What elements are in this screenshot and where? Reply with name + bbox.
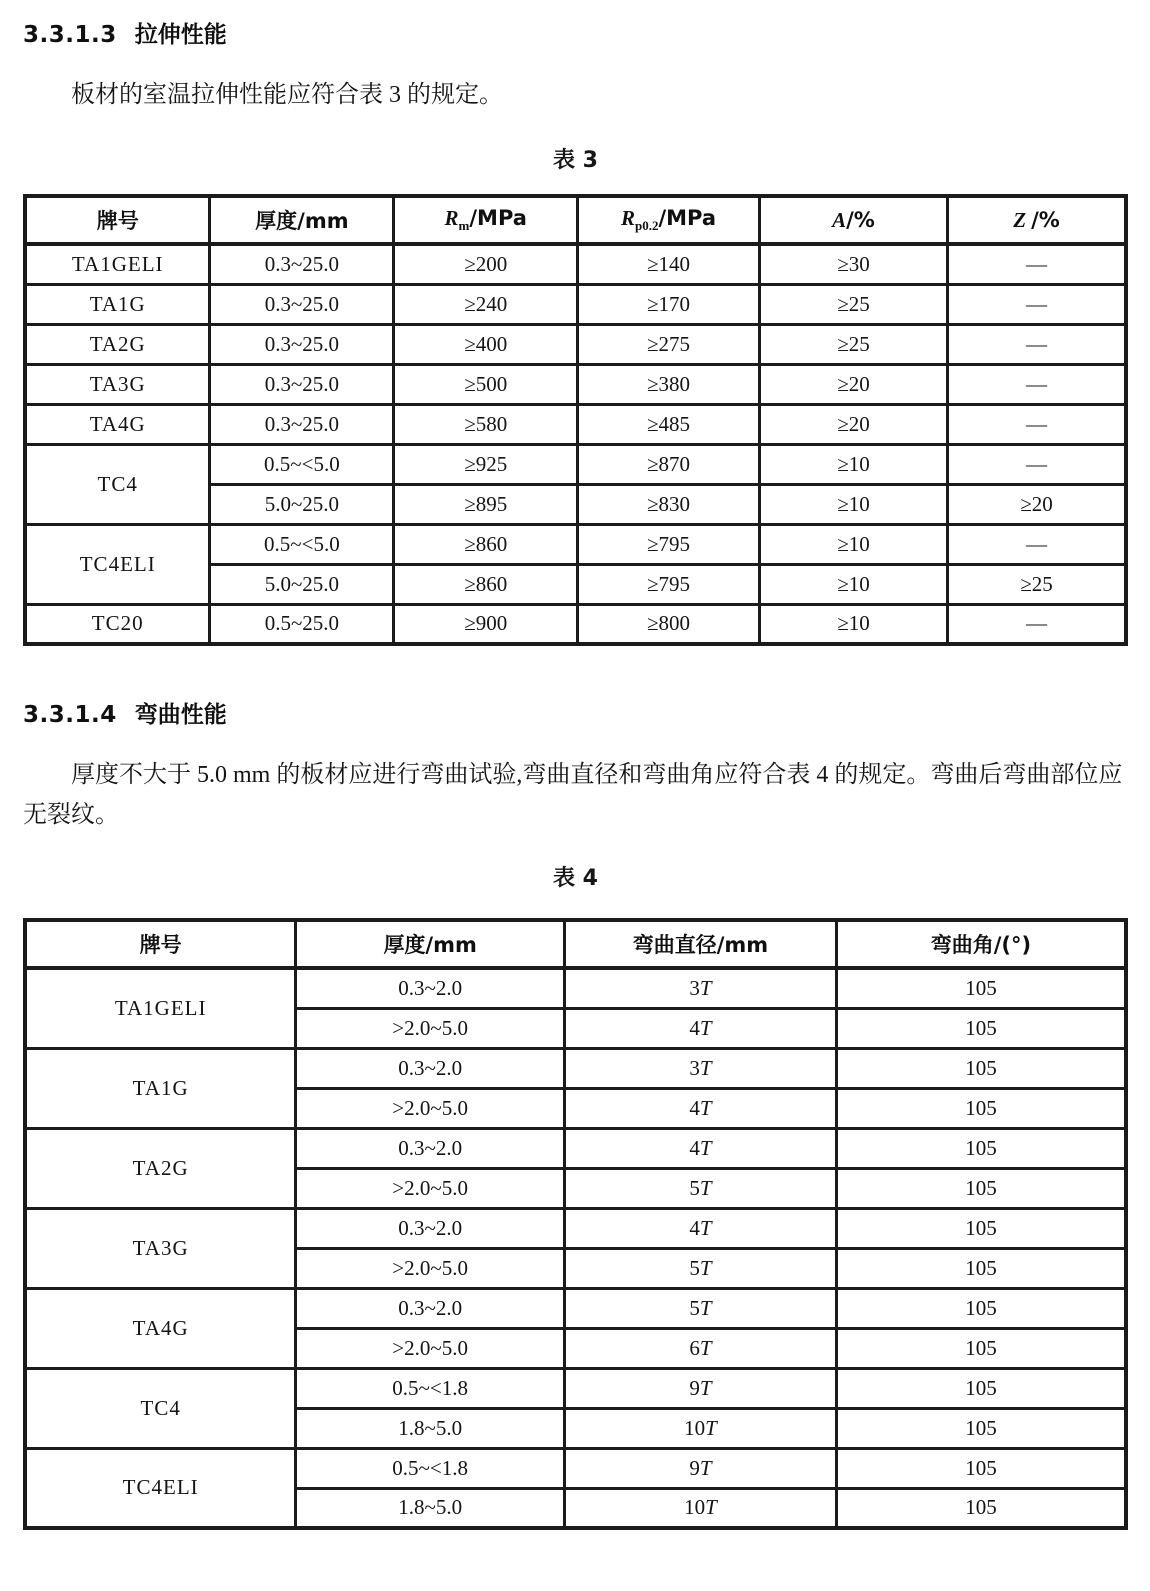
yield-strength-cell: ≥870 bbox=[578, 444, 760, 484]
bend-diameter-cell bbox=[564, 1408, 836, 1448]
table3-header-reduction bbox=[948, 196, 1126, 244]
table3-header-grade: 牌号 bbox=[25, 196, 210, 244]
thickness-cell: 0.3~25.0 bbox=[210, 284, 394, 324]
rp02-unit: /MPa bbox=[658, 205, 717, 230]
elongation-cell: ≥10 bbox=[759, 484, 947, 524]
table3-row bbox=[25, 364, 1126, 404]
section-tensile-number: 3.3.1.3 bbox=[23, 22, 117, 48]
bend-diameter-cell bbox=[564, 1448, 836, 1488]
elongation-cell: ≥25 bbox=[759, 324, 947, 364]
bend-diameter-cell bbox=[564, 1088, 836, 1128]
table4-header-bend-diameter: 弯曲直径/mm bbox=[564, 920, 836, 968]
grade-cell: TC4ELI bbox=[25, 1448, 296, 1528]
bend-diameter-T: T bbox=[699, 1375, 712, 1400]
bend-diameter-number: 10 bbox=[684, 1415, 706, 1440]
bend-diameter-number: 5 bbox=[689, 1295, 700, 1320]
table3-row bbox=[25, 444, 1126, 484]
bend-angle-cell: 105 bbox=[836, 968, 1126, 1008]
table3-header-rp02 bbox=[578, 196, 760, 244]
section-bend-heading bbox=[23, 696, 1128, 729]
elongation-cell: ≥25 bbox=[759, 284, 947, 324]
bend-diameter-cell bbox=[564, 1128, 836, 1168]
bend-angle-cell: 105 bbox=[836, 1288, 1126, 1328]
bend-diameter-T: T bbox=[699, 1335, 712, 1360]
bend-diameter-T: T bbox=[699, 1255, 712, 1280]
table4-row bbox=[25, 1288, 1126, 1328]
grade-cell: TC4ELI bbox=[25, 524, 210, 604]
thickness-cell: 5.0~25.0 bbox=[210, 484, 394, 524]
grade-cell: TA1GELI bbox=[25, 244, 210, 284]
elongation-cell: ≥20 bbox=[759, 364, 947, 404]
bend-diameter-cell bbox=[564, 1048, 836, 1088]
bend-angle-cell: 105 bbox=[836, 1208, 1126, 1248]
grade-cell: TA1GELI bbox=[25, 968, 296, 1048]
tensile-strength-cell: ≥895 bbox=[394, 484, 578, 524]
bend-diameter-number: 9 bbox=[689, 1455, 700, 1480]
bend-diameter-T: T bbox=[699, 1095, 712, 1120]
thickness-cell: 0.3~25.0 bbox=[210, 404, 394, 444]
bend-diameter-T: T bbox=[699, 1455, 712, 1480]
thickness-cell: >2.0~5.0 bbox=[296, 1328, 565, 1368]
table4-row bbox=[25, 1448, 1126, 1488]
table3-caption: 表 3 bbox=[553, 148, 598, 173]
bend-angle-cell: 105 bbox=[836, 1048, 1126, 1088]
table3-row bbox=[25, 524, 1126, 564]
thickness-cell: 0.3~25.0 bbox=[210, 364, 394, 404]
table3-header-elongation bbox=[759, 196, 947, 244]
tensile-strength-cell: ≥860 bbox=[394, 524, 578, 564]
table4-row bbox=[25, 1208, 1126, 1248]
table3-row bbox=[25, 244, 1126, 284]
bend-angle-cell: 105 bbox=[836, 1448, 1126, 1488]
grade-cell: TA2G bbox=[25, 324, 210, 364]
bend-diameter-cell bbox=[564, 1368, 836, 1408]
thickness-cell: 0.3~25.0 bbox=[210, 324, 394, 364]
reduction-of-area-cell: — bbox=[948, 404, 1126, 444]
bend-diameter-T: T bbox=[699, 1215, 712, 1240]
bend-diameter-cell bbox=[564, 1008, 836, 1048]
table3-header-row bbox=[25, 196, 1126, 244]
thickness-cell: 0.3~2.0 bbox=[296, 1128, 565, 1168]
reduction-of-area-cell: — bbox=[948, 284, 1126, 324]
bend-diameter-T: T bbox=[699, 1175, 712, 1200]
yield-strength-cell: ≥795 bbox=[578, 564, 760, 604]
bend-angle-cell: 105 bbox=[836, 1368, 1126, 1408]
grade-cell: TA3G bbox=[25, 364, 210, 404]
table3-row bbox=[25, 284, 1126, 324]
tensile-strength-cell: ≥580 bbox=[394, 404, 578, 444]
thickness-cell: 0.3~2.0 bbox=[296, 968, 565, 1008]
bend-angle-cell: 105 bbox=[836, 1408, 1126, 1448]
bend-diameter-number: 5 bbox=[689, 1255, 700, 1280]
bend-diameter-cell bbox=[564, 1288, 836, 1328]
table3-row bbox=[25, 324, 1126, 364]
table4-header bbox=[25, 920, 1126, 968]
tensile-strength-cell: ≥925 bbox=[394, 444, 578, 484]
table4-row bbox=[25, 1368, 1126, 1408]
reduction-of-area-cell: — bbox=[948, 524, 1126, 564]
bend-diameter-number: 4 bbox=[689, 1095, 700, 1120]
tensile-strength-cell: ≥400 bbox=[394, 324, 578, 364]
bend-diameter-cell bbox=[564, 1328, 836, 1368]
reduction-of-area-cell: — bbox=[948, 444, 1126, 484]
reduction-of-area-cell: — bbox=[948, 364, 1126, 404]
thickness-cell: >2.0~5.0 bbox=[296, 1008, 565, 1048]
yield-strength-cell: ≥830 bbox=[578, 484, 760, 524]
thickness-cell: 0.5~25.0 bbox=[210, 604, 394, 644]
table3-header bbox=[25, 196, 1126, 244]
thickness-cell: 0.3~2.0 bbox=[296, 1288, 565, 1328]
yield-strength-cell: ≥485 bbox=[578, 404, 760, 444]
grade-cell: TA1G bbox=[25, 1048, 296, 1128]
grade-cell: TA3G bbox=[25, 1208, 296, 1288]
grade-cell: TA1G bbox=[25, 284, 210, 324]
table4-row bbox=[25, 1048, 1126, 1088]
yield-strength-cell: ≥275 bbox=[578, 324, 760, 364]
section-tensile-heading bbox=[23, 16, 1128, 49]
section-tensile-title: 拉伸性能 bbox=[134, 22, 227, 48]
thickness-cell: 0.3~25.0 bbox=[210, 244, 394, 284]
thickness-cell: 0.3~2.0 bbox=[296, 1048, 565, 1088]
table4-header-bend-angle: 弯曲角/(°) bbox=[836, 920, 1126, 968]
bend-diameter-number: 10 bbox=[684, 1495, 706, 1520]
table4-caption: 表 4 bbox=[553, 866, 598, 891]
bend-angle-cell: 105 bbox=[836, 1008, 1126, 1048]
bend-diameter-number: 9 bbox=[689, 1375, 700, 1400]
table4-header-grade: 牌号 bbox=[25, 920, 296, 968]
tensile-strength-cell: ≥860 bbox=[394, 564, 578, 604]
reduction-of-area-cell: — bbox=[948, 244, 1126, 284]
thickness-cell: 0.5~<1.8 bbox=[296, 1368, 565, 1408]
grade-cell: TC20 bbox=[25, 604, 210, 644]
rp02-symbol: R bbox=[620, 205, 635, 230]
bend-angle-cell: 105 bbox=[836, 1488, 1126, 1528]
elongation-cell: ≥10 bbox=[759, 604, 947, 644]
table-4-bend-properties bbox=[23, 918, 1128, 1530]
table3-header-rm bbox=[394, 196, 578, 244]
section-bend-number: 3.3.1.4 bbox=[23, 702, 117, 728]
yield-strength-cell: ≥380 bbox=[578, 364, 760, 404]
thickness-cell: 0.5~<5.0 bbox=[210, 444, 394, 484]
rm-unit: /MPa bbox=[469, 205, 527, 230]
table3-row bbox=[25, 404, 1126, 444]
yield-strength-cell: ≥170 bbox=[578, 284, 760, 324]
grade-cell: TA2G bbox=[25, 1128, 296, 1208]
table4-header-thickness: 厚度/mm bbox=[296, 920, 565, 968]
z-unit: /% bbox=[1031, 207, 1060, 232]
reduction-of-area-cell: ≥20 bbox=[948, 484, 1126, 524]
bend-angle-cell: 105 bbox=[836, 1088, 1126, 1128]
rm-subscript: m bbox=[458, 218, 470, 234]
bend-diameter-cell bbox=[564, 1248, 836, 1288]
elongation-cell: ≥10 bbox=[759, 524, 947, 564]
bend-diameter-T: T bbox=[699, 1295, 712, 1320]
bend-diameter-number: 3 bbox=[689, 1055, 700, 1080]
table4-row bbox=[25, 968, 1126, 1008]
z-symbol: Z bbox=[1013, 207, 1027, 232]
reduction-of-area-cell: ≥25 bbox=[948, 564, 1126, 604]
thickness-cell: 0.3~2.0 bbox=[296, 1208, 565, 1248]
bend-diameter-T: T bbox=[699, 975, 712, 1000]
thickness-cell: 5.0~25.0 bbox=[210, 564, 394, 604]
bend-paragraph: 厚度不大于 5.0 mm 的板材应进行弯曲试验,弯曲直径和弯曲角应符合表 4 的规定。弯曲后弯曲部位应无裂纹。 bbox=[23, 762, 1123, 828]
bend-angle-cell: 105 bbox=[836, 1168, 1126, 1208]
thickness-cell: >2.0~5.0 bbox=[296, 1168, 565, 1208]
rp02-subscript: p0.2 bbox=[634, 218, 659, 234]
grade-cell: TA4G bbox=[25, 404, 210, 444]
bend-angle-cell: 105 bbox=[836, 1328, 1126, 1368]
thickness-cell: 1.8~5.0 bbox=[296, 1408, 565, 1448]
yield-strength-cell: ≥140 bbox=[578, 244, 760, 284]
elongation-cell: ≥30 bbox=[759, 244, 947, 284]
bend-diameter-T: T bbox=[699, 1015, 712, 1040]
bend-angle-cell: 105 bbox=[836, 1128, 1126, 1168]
bend-diameter-cell bbox=[564, 1208, 836, 1248]
bend-diameter-T: T bbox=[705, 1495, 717, 1520]
grade-cell: TA4G bbox=[25, 1288, 296, 1368]
bend-diameter-cell bbox=[564, 1168, 836, 1208]
bend-angle-cell: 105 bbox=[836, 1248, 1126, 1288]
bend-diameter-number: 6 bbox=[689, 1335, 700, 1360]
table-3-tensile-properties bbox=[23, 194, 1128, 646]
reduction-of-area-cell: — bbox=[948, 324, 1126, 364]
tensile-strength-cell: ≥200 bbox=[394, 244, 578, 284]
thickness-cell: 0.5~<5.0 bbox=[210, 524, 394, 564]
thickness-cell: 0.5~<1.8 bbox=[296, 1448, 565, 1488]
thickness-cell: >2.0~5.0 bbox=[296, 1088, 565, 1128]
tensile-strength-cell: ≥900 bbox=[394, 604, 578, 644]
bend-diameter-number: 4 bbox=[689, 1135, 700, 1160]
section-bend-title: 弯曲性能 bbox=[134, 702, 227, 728]
a-symbol: A bbox=[832, 207, 847, 232]
yield-strength-cell: ≥800 bbox=[578, 604, 760, 644]
bend-diameter-cell bbox=[564, 968, 836, 1008]
bend-diameter-T: T bbox=[699, 1135, 712, 1160]
table3-header-thickness: 厚度/mm bbox=[210, 196, 394, 244]
bend-diameter-cell bbox=[564, 1488, 836, 1528]
table4-body bbox=[25, 968, 1126, 1528]
reduction-of-area-cell: — bbox=[948, 604, 1126, 644]
grade-cell: TC4 bbox=[25, 1368, 296, 1448]
tensile-strength-cell: ≥240 bbox=[394, 284, 578, 324]
bend-diameter-number: 4 bbox=[689, 1215, 700, 1240]
yield-strength-cell: ≥795 bbox=[578, 524, 760, 564]
a-unit: /% bbox=[846, 207, 875, 232]
bend-diameter-number: 3 bbox=[689, 975, 700, 1000]
elongation-cell: ≥20 bbox=[759, 404, 947, 444]
bend-diameter-T: T bbox=[705, 1415, 717, 1440]
bend-diameter-number: 4 bbox=[689, 1015, 700, 1040]
grade-cell: TC4 bbox=[25, 444, 210, 524]
tensile-paragraph: 板材的室温拉伸性能应符合表 3 的规定。 bbox=[71, 82, 503, 108]
table4-header-row bbox=[25, 920, 1126, 968]
table3-body bbox=[25, 244, 1126, 644]
table3-row bbox=[25, 604, 1126, 644]
table4-row bbox=[25, 1128, 1126, 1168]
elongation-cell: ≥10 bbox=[759, 444, 947, 484]
rm-symbol: R bbox=[444, 205, 459, 230]
bend-diameter-T: T bbox=[699, 1055, 712, 1080]
thickness-cell: >2.0~5.0 bbox=[296, 1248, 565, 1288]
thickness-cell: 1.8~5.0 bbox=[296, 1488, 565, 1528]
tensile-strength-cell: ≥500 bbox=[394, 364, 578, 404]
elongation-cell: ≥10 bbox=[759, 564, 947, 604]
bend-diameter-number: 5 bbox=[689, 1175, 700, 1200]
